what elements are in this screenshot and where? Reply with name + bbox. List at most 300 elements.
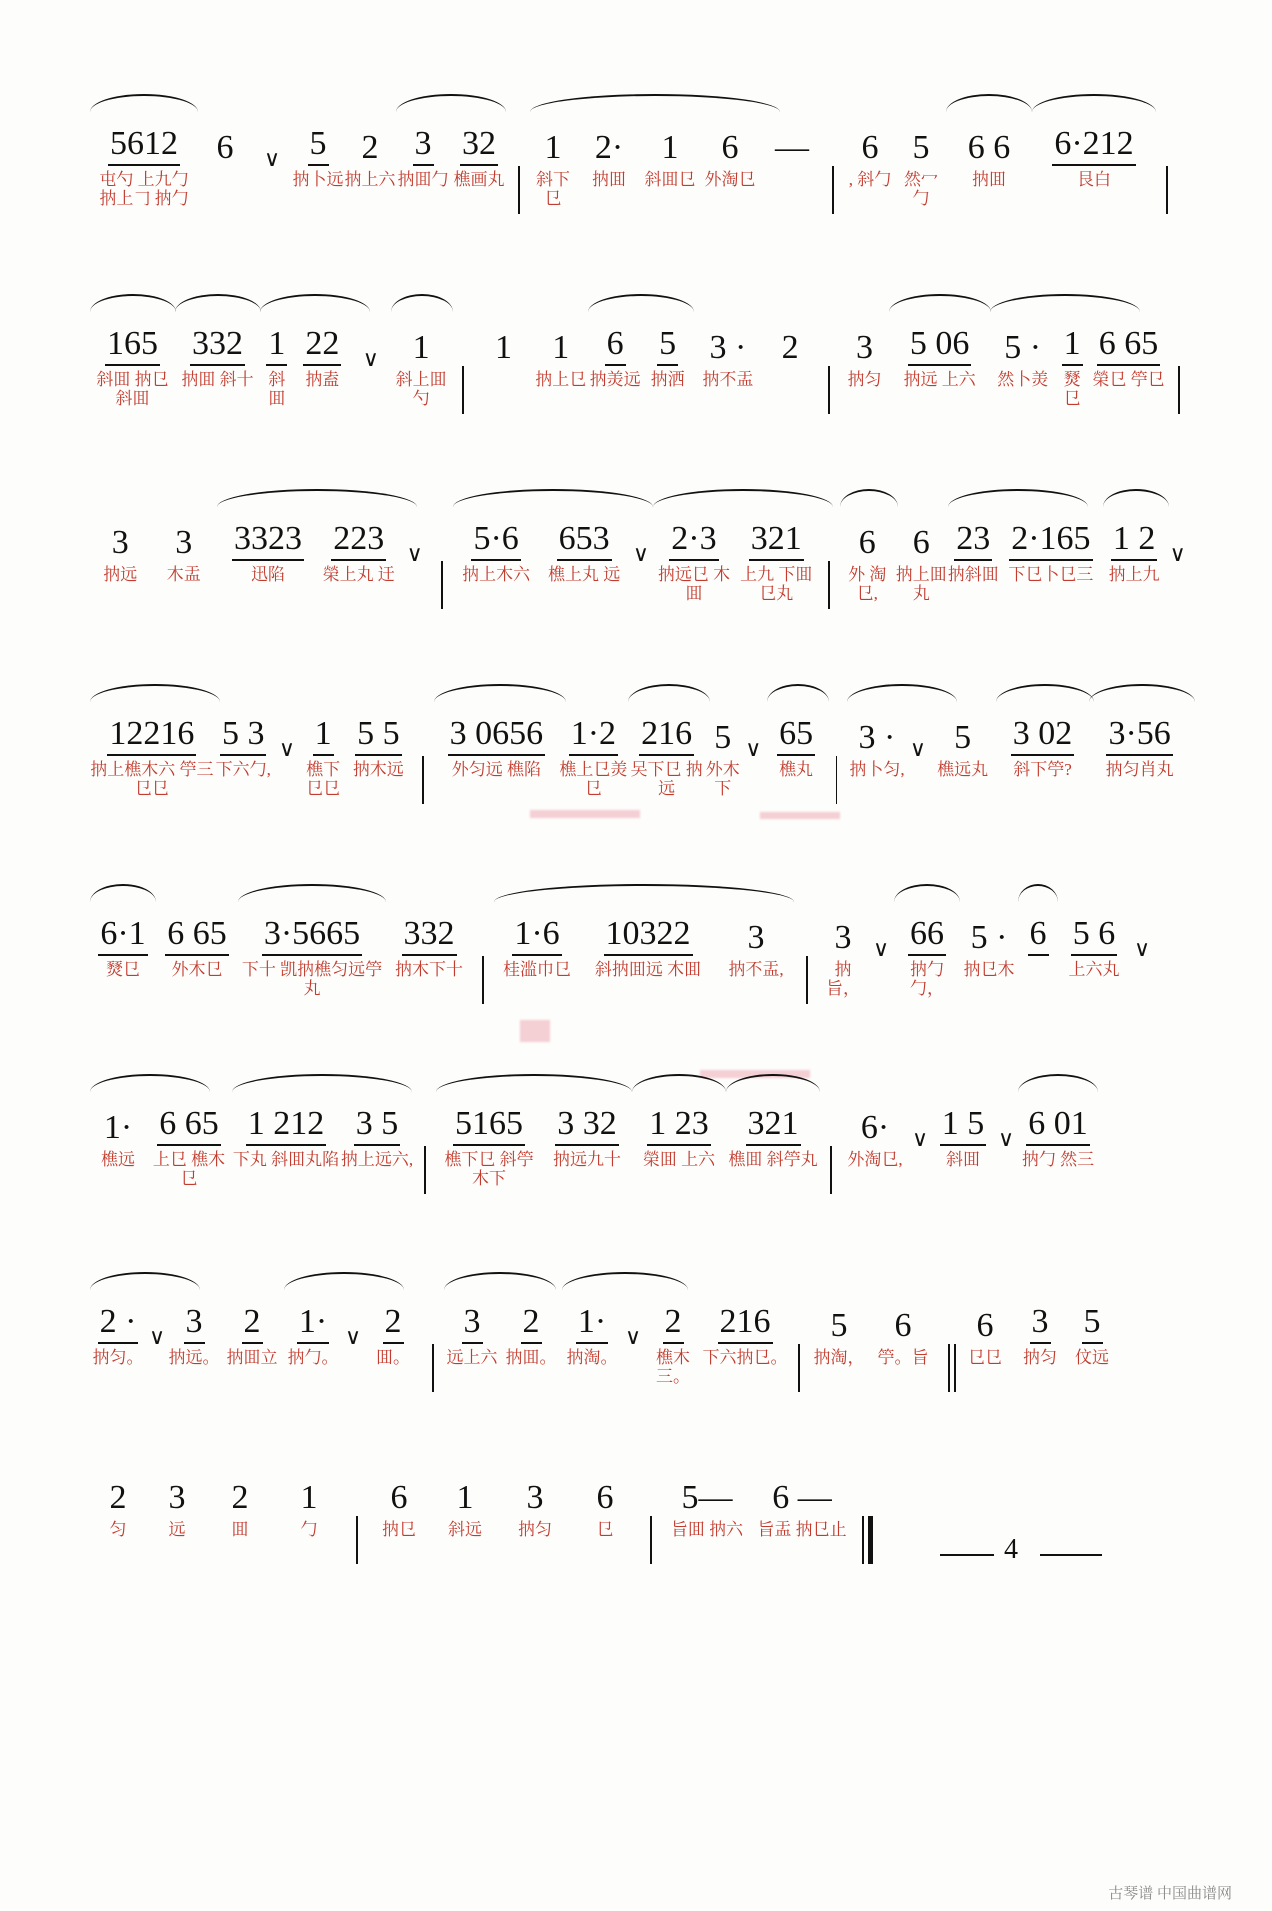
note-number: 6 65 [157, 1106, 221, 1146]
tablature-text: 樵囬 斜䇡丸 [728, 1150, 818, 1169]
note-number: 66 [908, 916, 946, 956]
note-number: 165 [105, 326, 160, 366]
slur-arc [996, 684, 1094, 702]
note-cell [214, 700, 273, 804]
note-cell [662, 1460, 752, 1564]
note-cell [146, 1090, 232, 1194]
note-cell [810, 1288, 868, 1392]
tablature-text: 伩远 [1075, 1348, 1109, 1367]
note-cell [436, 1090, 542, 1194]
note-cell [840, 505, 895, 609]
note-number: 6·212 [1052, 126, 1135, 166]
note-number: 5·6 [471, 521, 520, 561]
slur-arc [1018, 884, 1058, 902]
tablature-text: 樵上㔾羙㔾 [559, 760, 628, 798]
note-cell [217, 505, 319, 609]
slur-arc [1089, 684, 1195, 702]
v-mark: ∨ [745, 736, 762, 761]
tablature-text: 上㔾 樵木㔾 [152, 1150, 226, 1188]
tablature-text: 迅陷 [250, 565, 285, 584]
music-system [90, 1090, 1190, 1194]
note-cell [319, 505, 399, 609]
note-number: 5 [912, 129, 930, 166]
note-cell [948, 505, 999, 609]
footer-text: 古琴谱 中国曲谱网 [1108, 1886, 1232, 1902]
note-number: 3 0656 [448, 716, 546, 756]
note-number: 5 3 [220, 716, 267, 756]
breath-mark [908, 1090, 932, 1194]
note-cell [844, 110, 896, 214]
note-number: 1 23 [647, 1106, 711, 1146]
slur-arc [767, 684, 829, 702]
note-cell [156, 900, 238, 1004]
note-cell [580, 900, 716, 1004]
note-cell [450, 110, 508, 214]
note-cell [294, 310, 351, 414]
note-number: 6 65 [165, 916, 229, 956]
note-cell [996, 700, 1089, 804]
tablature-text: 斜上囬勺 [395, 370, 447, 408]
note-cell [702, 1288, 788, 1392]
note-number: 3 [834, 919, 852, 956]
final-barline [862, 1516, 873, 1564]
note-number: 6 [1028, 916, 1049, 956]
v-mark: ∨ [362, 346, 379, 371]
note-cell [530, 110, 576, 214]
note-cell [238, 900, 386, 1004]
note-number: 1 [300, 1479, 318, 1516]
tablature-text: 抐木下十 [395, 960, 463, 979]
note-cell [444, 1288, 500, 1392]
tablature-text: 下十 凯抐樵匀远䇡丸 [241, 960, 383, 998]
barline [441, 561, 443, 609]
breath-mark [868, 900, 894, 1004]
tablature-text: 樵远 [101, 1150, 135, 1169]
breath-mark [252, 110, 292, 214]
v-mark: ∨ [997, 1126, 1015, 1151]
note-number: 2 [361, 129, 379, 166]
note-number: 3·5665 [262, 916, 362, 956]
v-mark: ∨ [263, 146, 281, 171]
v-mark: ∨ [148, 1324, 166, 1349]
note-number: 6 [976, 1307, 994, 1344]
v-mark: ∨ [278, 736, 296, 761]
note-cell [576, 110, 642, 214]
note-number: 3 32 [555, 1106, 619, 1146]
note-number: 5 6 [1071, 916, 1118, 956]
note-number: 1 [552, 329, 570, 366]
breath-mark [273, 700, 302, 804]
note-number: 332 [402, 916, 457, 956]
note-number: 1 [266, 326, 287, 366]
tablature-text: 外木下 [705, 760, 740, 798]
note-number: 3 · [709, 329, 747, 366]
note-cell [90, 1460, 146, 1564]
slur-arc [1032, 94, 1156, 112]
tablature-text: 屯勺 上九勹 抐上𠃌 抐勹 [99, 170, 189, 208]
note-cell [570, 1460, 640, 1564]
note-cell [818, 900, 868, 1004]
note-number: — [775, 129, 809, 166]
slur-arc [628, 684, 710, 702]
note-cell [175, 310, 260, 414]
v-mark: ∨ [624, 1324, 642, 1349]
tablature-text: 抐上木六 [462, 565, 531, 584]
note-cell [588, 310, 641, 414]
note-number: 223 [331, 521, 386, 561]
tablature-text: 然卜羙 [997, 370, 1049, 389]
note-cell [726, 1090, 820, 1194]
music-system [90, 1288, 1190, 1392]
note-number: 6 [596, 1479, 614, 1516]
tablature-text: 榮㔾 䇡㔾 [1092, 370, 1165, 389]
tablature-text: 斜囬 [268, 370, 286, 408]
note-number: 6·1 [98, 916, 147, 956]
tablature-text: 䇡。旨 [877, 1348, 929, 1367]
tablature-text: 抐斜囬 [947, 565, 999, 584]
note-cell [396, 110, 450, 214]
tablature-text: 抐囬勹 [397, 170, 449, 189]
note-cell [368, 1460, 430, 1564]
note-cell [90, 505, 151, 609]
note-number: 3323 [232, 521, 304, 561]
tablature-text: 抐匀 [1023, 1348, 1057, 1367]
tablature-text: 榮囬 上六 [642, 1150, 716, 1169]
note-number: 3 [184, 1304, 205, 1344]
note-number: 1 [1062, 326, 1083, 366]
barline [482, 956, 484, 1004]
breath-mark [146, 1288, 168, 1392]
note-cell [301, 700, 345, 804]
note-cell [1066, 1288, 1118, 1392]
tablature-text: 抐盍 [305, 370, 340, 389]
barline [836, 756, 838, 804]
v-mark: ∨ [632, 541, 650, 566]
note-number: 3 [747, 919, 765, 956]
note-cell [364, 1288, 422, 1392]
tablature-text: 抐匀 [847, 370, 882, 389]
note-number: 653 [557, 521, 612, 561]
note-number: 5 [714, 719, 732, 756]
note-number: 10322 [604, 916, 693, 956]
note-cell [220, 1288, 284, 1392]
tablature-text: 抐上六 [344, 170, 396, 189]
tablature-text: 外淘㔾, [847, 1150, 903, 1169]
note-number: 1·2 [569, 716, 618, 756]
tablature-text: 抐勹 然三 [1021, 1150, 1095, 1169]
note-cell [895, 505, 948, 609]
note-number: 3·56 [1106, 716, 1172, 756]
note-cell [434, 700, 560, 804]
slur-arc [1103, 489, 1169, 507]
slur-arc [90, 884, 156, 902]
note-number: 3 [413, 126, 434, 166]
note-number: 3 [175, 524, 193, 561]
tablature-text: 艮白 [1077, 170, 1111, 189]
v-mark: ∨ [1169, 541, 1186, 566]
tablature-text: 㕦下㔾 抐远 [630, 760, 703, 798]
note-number: 1 212 [246, 1106, 327, 1146]
tablature-text: 樵木三。 [656, 1348, 690, 1386]
tablature-text: 上九 下囬㔾丸 [740, 565, 813, 603]
note-cell [500, 1288, 562, 1392]
note-number: 6 65 [1097, 326, 1161, 366]
note-cell [168, 1288, 220, 1392]
music-system [90, 1460, 1190, 1564]
note-number: 5 [657, 326, 678, 366]
slur-arc [238, 884, 386, 902]
tablature-text: 囬。 [376, 1348, 410, 1367]
tablature-text: 斜下㔾 [536, 170, 570, 208]
barline [1166, 166, 1168, 214]
tablature-text: 樵下㔾㔾 [306, 760, 341, 798]
note-cell [632, 1090, 726, 1194]
breath-mark [351, 310, 391, 414]
tablature-text: 抐远九十 [553, 1150, 621, 1169]
v-mark: ∨ [1133, 936, 1151, 961]
tablature-text: 㔾 [596, 1520, 614, 1539]
tablature-text: 抐远 [103, 565, 138, 584]
note-number: 65 [777, 716, 815, 756]
slur-arc [90, 94, 198, 112]
note-cell [868, 1288, 938, 1392]
note-number: 1· [576, 1304, 608, 1344]
note-number: 1·6 [512, 916, 561, 956]
note-number: 5 [954, 719, 972, 756]
breath-mark [342, 1288, 364, 1392]
note-cell [474, 310, 533, 414]
breath-mark [994, 1090, 1018, 1194]
ink-smudge [530, 810, 640, 818]
tablature-text: 抐淘， [813, 1348, 865, 1367]
note-cell [706, 700, 740, 804]
tablature-text: 抐囬。 [505, 1348, 557, 1367]
tablature-text: 抐上㔾 [535, 370, 587, 389]
note-number: 3 [462, 1304, 483, 1344]
slur-arc [391, 294, 453, 312]
tablature-text: 下六勹, [215, 760, 271, 779]
note-number: 2 [781, 329, 799, 366]
note-number: 1 [661, 129, 679, 166]
barline [830, 1146, 832, 1194]
note-number: 1· [103, 1109, 133, 1146]
tablature-text: 斜远 [448, 1520, 482, 1539]
tablature-text: 斜囬 抐㔾 斜囬 [96, 370, 169, 408]
note-number: 6 [912, 524, 930, 561]
note-cell [272, 1460, 346, 1564]
note-cell [386, 900, 472, 1004]
note-cell [559, 700, 628, 804]
note-cell [693, 310, 762, 414]
note-number: 5 · [970, 919, 1008, 956]
note-cell [999, 505, 1103, 609]
barline [356, 1516, 358, 1564]
note-number: 321 [746, 1106, 801, 1146]
tablature-text: 勹 [300, 1520, 318, 1539]
note-cell [960, 900, 1018, 1004]
note-cell [90, 110, 198, 214]
slur-arc [946, 94, 1032, 112]
breath-mark [622, 1288, 644, 1392]
note-number: 2 · [98, 1304, 139, 1344]
barline [798, 1344, 800, 1392]
note-number: 23 [954, 521, 992, 561]
note-cell [932, 1090, 994, 1194]
music-system [90, 700, 1190, 804]
note-cell [628, 700, 706, 804]
note-number: 2·165 [1009, 521, 1092, 561]
note-number: 2 [109, 1479, 127, 1516]
note-cell [1089, 310, 1168, 414]
barline [806, 956, 808, 1004]
note-number: 22 [303, 326, 341, 366]
note-number: 6 [605, 326, 626, 366]
breath-mark [1165, 505, 1190, 609]
note-cell [896, 110, 946, 214]
v-mark: ∨ [344, 1324, 362, 1349]
note-number: 5 · [1004, 329, 1042, 366]
tablature-text: 抐旨， [826, 960, 860, 998]
note-number: 3 [856, 329, 874, 366]
note-number: 1 [544, 129, 562, 166]
note-cell [90, 1288, 146, 1392]
note-number: 216 [639, 716, 694, 756]
tablature-text: 斜囬 [946, 1150, 980, 1169]
note-number: 332 [190, 326, 245, 366]
note-number: 3 [1030, 1304, 1051, 1344]
tablature-text: 抐卜远 [292, 170, 344, 189]
music-system [90, 110, 1190, 214]
note-cell [946, 110, 1032, 214]
note-cell [453, 505, 540, 609]
tablature-text: 抐羙远 [589, 370, 641, 389]
note-cell [90, 310, 175, 414]
tablature-text: 抐不盂, [728, 960, 784, 979]
tablature-text: 然冖勹 [904, 170, 938, 208]
note-cell [90, 900, 156, 1004]
music-system [90, 505, 1190, 609]
tablature-text: 抐不盂 [702, 370, 754, 389]
tablature-text: 抐勹勹， [910, 960, 944, 998]
note-number: 3 5 [354, 1106, 401, 1146]
note-cell [146, 1460, 208, 1564]
slur-arc [840, 489, 898, 507]
note-cell [198, 110, 252, 214]
note-number: 32 [460, 126, 498, 166]
note-number: 6 [390, 1479, 408, 1516]
note-cell [762, 110, 822, 214]
tablature-text: 樵画丸 [453, 170, 505, 189]
note-cell [642, 110, 698, 214]
note-number: 6 01 [1026, 1106, 1090, 1146]
tablature-text: 抐㔾 [382, 1520, 416, 1539]
note-number: 6 [721, 129, 739, 166]
tablature-text: 下㔾卜㔾三 [1008, 565, 1094, 584]
tablature-text: 外匀远 樵陷 [451, 760, 541, 779]
note-cell [494, 900, 580, 1004]
tablature-text: 旨囬 抐六 [670, 1520, 744, 1539]
tablature-text: 抐勹。 [287, 1348, 339, 1367]
page-rule-left [940, 1554, 994, 1556]
breath-mark [629, 505, 654, 609]
note-number: 2 [383, 1304, 404, 1344]
tablature-text: 抐远㔾 木囬 [657, 565, 731, 603]
note-cell [762, 310, 817, 414]
tablature-text: 燹㔾 [106, 960, 140, 979]
note-cell [889, 310, 990, 414]
note-number: 5 [830, 1307, 848, 1344]
note-cell [345, 700, 412, 804]
page-number: 4 [1004, 1534, 1018, 1565]
tablature-text: 抐㔾木 [963, 960, 1015, 979]
note-number: 5612 [108, 126, 180, 166]
note-cell [1089, 700, 1190, 804]
note-cell [292, 110, 344, 214]
note-number: 2 [521, 1304, 542, 1344]
tablature-text: 斜下䇡? [1013, 760, 1072, 779]
tablature-text: 榮上丸 迀 [322, 565, 395, 584]
note-cell [1103, 505, 1165, 609]
note-cell [391, 310, 452, 414]
barline [432, 1344, 434, 1392]
tablature-text: 抐囬 斜十 [181, 370, 254, 389]
note-number: 3 [526, 1479, 544, 1516]
note-cell [752, 1460, 852, 1564]
note-cell [894, 900, 960, 1004]
tablature-text: 斜抐囬远 木囬 [594, 960, 702, 979]
tablature-text: 上六丸 [1068, 960, 1120, 979]
barline [650, 1516, 652, 1564]
note-number: 5 5 [355, 716, 402, 756]
note-number: 6 [216, 129, 234, 166]
note-cell [90, 1090, 146, 1194]
v-mark: ∨ [406, 541, 423, 566]
note-number: 3 02 [1011, 716, 1075, 756]
slur-arc [889, 294, 991, 312]
tablature-text: 匀 [109, 1520, 127, 1539]
music-system [90, 310, 1190, 414]
tablature-text: , 斜勹 [848, 170, 892, 189]
tablature-text: 抐木远 [352, 760, 404, 779]
tablature-text: 樵丸 [779, 760, 814, 779]
note-cell [644, 1288, 702, 1392]
note-number: 6 [858, 524, 876, 561]
footer-credit [1108, 1882, 1232, 1903]
tablature-text: 下六抐㔾。 [702, 1348, 788, 1367]
note-cell [284, 1288, 342, 1392]
page-rule-right [1040, 1554, 1102, 1556]
tablature-text: 燹㔾 [1063, 370, 1081, 408]
tablature-text: 抐匀 [518, 1520, 552, 1539]
tablature-text: 旨盂 抐㔾止 [757, 1520, 847, 1539]
barline [828, 366, 830, 414]
music-system [90, 900, 1190, 1004]
note-cell [1058, 900, 1130, 1004]
note-number: 1· [297, 1304, 329, 1344]
note-cell [929, 700, 996, 804]
note-number: 1 [412, 329, 430, 366]
note-cell [562, 1288, 622, 1392]
note-cell [533, 310, 588, 414]
note-number: 1 [494, 329, 512, 366]
note-cell [842, 1090, 908, 1194]
slur-arc [90, 294, 176, 312]
note-number: 5 [308, 126, 329, 166]
ink-smudge [520, 1020, 550, 1042]
tablature-text: 樵远丸 [937, 760, 989, 779]
note-cell [956, 1288, 1014, 1392]
note-number: 3 · [858, 719, 896, 756]
